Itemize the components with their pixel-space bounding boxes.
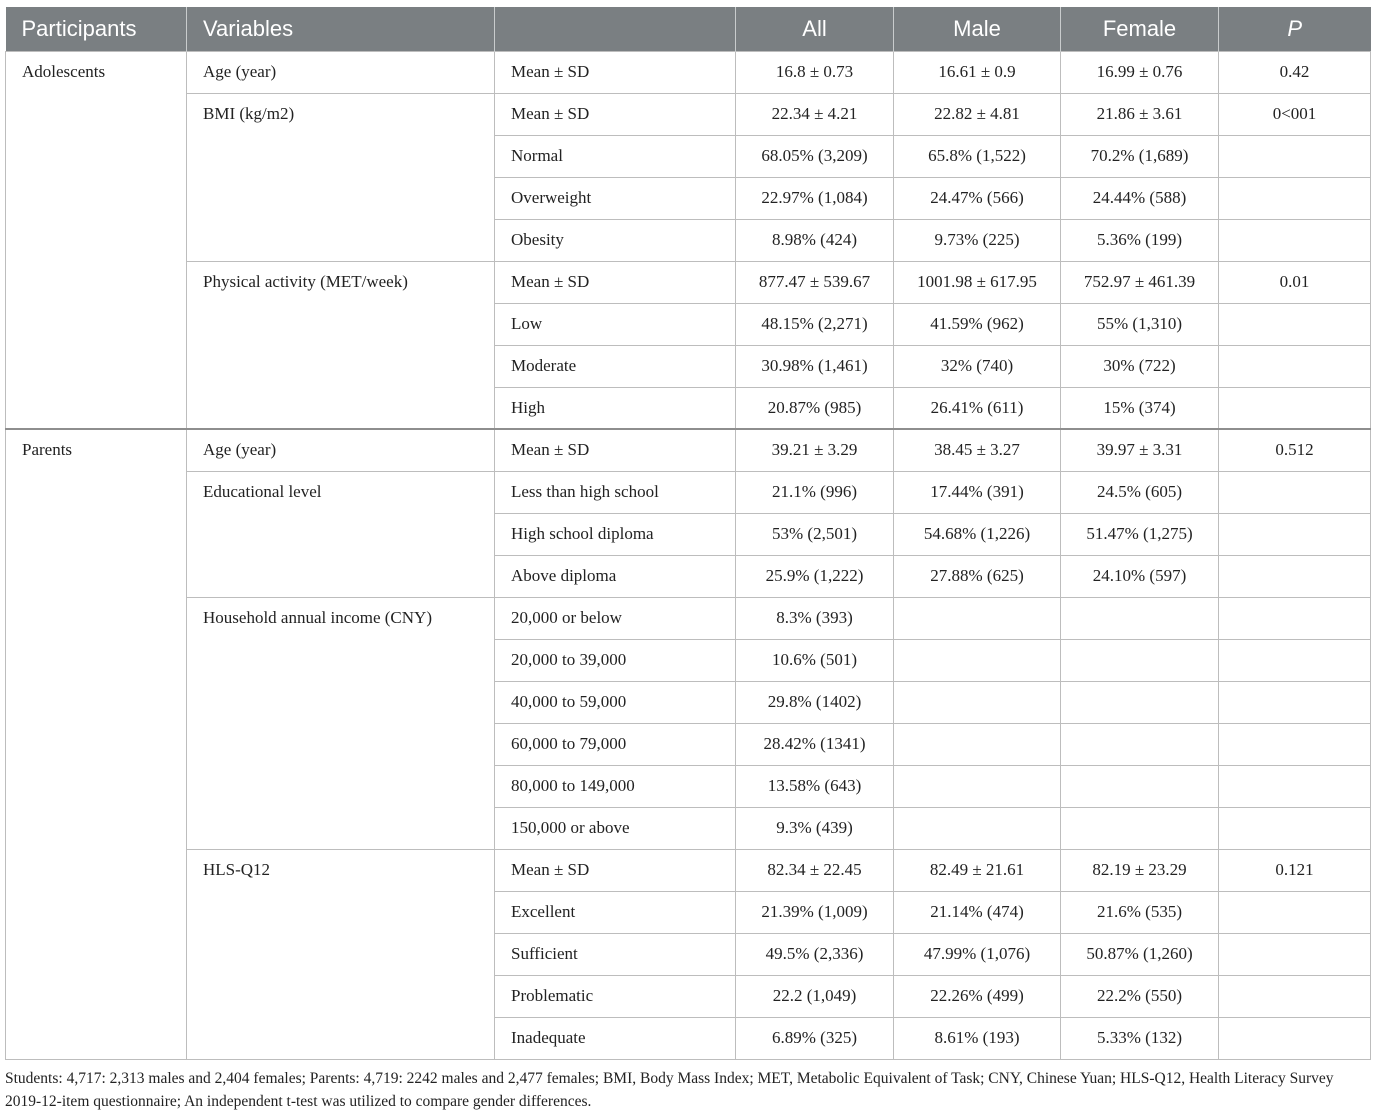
all-value-cell: 9.3% (439) [736,807,894,849]
subcategory-cell: Problematic [495,975,736,1017]
female-value-cell: 5.36% (199) [1061,219,1219,261]
subcategory-cell: Above diploma [495,555,736,597]
header-subcategory [495,7,736,51]
subcategory-cell: Less than high school [495,471,736,513]
male-value-cell: 38.45 ± 3.27 [894,429,1061,471]
header-all: All [736,7,894,51]
p-value-cell [1219,513,1371,555]
all-value-cell: 6.89% (325) [736,1017,894,1059]
p-value-cell [1219,303,1371,345]
table-row [6,261,1371,303]
subcategory-cell: Mean ± SD [495,261,736,303]
p-value-cell: 0.42 [1219,51,1371,93]
p-value-cell [1219,639,1371,681]
male-value-cell: 16.61 ± 0.9 [894,51,1061,93]
male-value-cell: 65.8% (1,522) [894,135,1061,177]
female-value-cell: 15% (374) [1061,387,1219,429]
subcategory-cell: 60,000 to 79,000 [495,723,736,765]
male-value-cell: 17.44% (391) [894,471,1061,513]
all-value-cell: 30.98% (1,461) [736,345,894,387]
p-value-cell [1219,219,1371,261]
variable-name-cell: HLS-Q12 [187,849,495,1059]
all-value-cell: 22.97% (1,084) [736,177,894,219]
female-value-cell [1061,681,1219,723]
subcategory-cell: High [495,387,736,429]
subcategory-cell: Overweight [495,177,736,219]
all-value-cell: 16.8 ± 0.73 [736,51,894,93]
subcategory-cell: Mean ± SD [495,429,736,471]
female-value-cell: 24.10% (597) [1061,555,1219,597]
male-value-cell: 1001.98 ± 617.95 [894,261,1061,303]
table-row [6,597,1371,639]
p-value-cell: 0<001 [1219,93,1371,135]
header-female: Female [1061,7,1219,51]
female-value-cell: 30% (722) [1061,345,1219,387]
table-row [6,849,1371,891]
all-value-cell: 22.2 (1,049) [736,975,894,1017]
male-value-cell: 22.82 ± 4.81 [894,93,1061,135]
p-value-cell [1219,975,1371,1017]
male-value-cell: 26.41% (611) [894,387,1061,429]
all-value-cell: 10.6% (501) [736,639,894,681]
p-value-cell [1219,597,1371,639]
female-value-cell: 51.47% (1,275) [1061,513,1219,555]
male-value-cell: 47.99% (1,076) [894,933,1061,975]
female-value-cell: 39.97 ± 3.31 [1061,429,1219,471]
participant-group-cell: Parents [6,429,187,1059]
all-value-cell: 22.34 ± 4.21 [736,93,894,135]
male-value-cell [894,681,1061,723]
subcategory-cell: Normal [495,135,736,177]
male-value-cell: 54.68% (1,226) [894,513,1061,555]
all-value-cell: 8.98% (424) [736,219,894,261]
female-value-cell [1061,723,1219,765]
p-value-cell [1219,765,1371,807]
subcategory-cell: 150,000 or above [495,807,736,849]
subcategory-cell: Obesity [495,219,736,261]
p-value-cell [1219,933,1371,975]
male-value-cell [894,765,1061,807]
subcategory-cell: Excellent [495,891,736,933]
table-row [6,429,1371,471]
all-value-cell: 8.3% (393) [736,597,894,639]
table-row [6,51,1371,93]
all-value-cell: 49.5% (2,336) [736,933,894,975]
p-value-cell: 0.01 [1219,261,1371,303]
p-value-cell [1219,681,1371,723]
header-variables: Variables [187,7,495,51]
all-value-cell: 29.8% (1402) [736,681,894,723]
male-value-cell: 41.59% (962) [894,303,1061,345]
p-value-cell [1219,1017,1371,1059]
male-value-cell: 32% (740) [894,345,1061,387]
subcategory-cell: Low [495,303,736,345]
male-value-cell [894,597,1061,639]
demographics-table [5,7,1371,1060]
p-value-cell [1219,345,1371,387]
variable-name-cell: Household annual income (CNY) [187,597,495,849]
p-value-cell [1219,177,1371,219]
male-value-cell: 21.14% (474) [894,891,1061,933]
all-value-cell: 20.87% (985) [736,387,894,429]
table-body [6,51,1371,1059]
female-value-cell: 5.33% (132) [1061,1017,1219,1059]
header-row [6,7,1371,51]
p-value-cell [1219,723,1371,765]
variable-name-cell: Age (year) [187,51,495,93]
variable-name-cell: Educational level [187,471,495,597]
male-value-cell: 82.49 ± 21.61 [894,849,1061,891]
all-value-cell: 877.47 ± 539.67 [736,261,894,303]
all-value-cell: 68.05% (3,209) [736,135,894,177]
female-value-cell [1061,765,1219,807]
table-row [6,471,1371,513]
subcategory-cell: Mean ± SD [495,51,736,93]
subcategory-cell: Sufficient [495,933,736,975]
female-value-cell: 21.6% (535) [1061,891,1219,933]
female-value-cell: 24.44% (588) [1061,177,1219,219]
all-value-cell: 53% (2,501) [736,513,894,555]
p-value-cell [1219,807,1371,849]
variable-name-cell: Age (year) [187,429,495,471]
all-value-cell: 48.15% (2,271) [736,303,894,345]
subcategory-cell: Inadequate [495,1017,736,1059]
table-footnote: Students: 4,717: 2,313 males and 2,404 females; Parents: 4,719: 2242 males and 2,477 females; BMI, Body Mass Index; MET, Metabolic Equivalent of Task; CNY, Chinese Yuan; HLS-Q12, Health Literacy Survey 2019-12-item questionnaire; An independent t-test was utilized to compare gender differences. [5,1070,1334,1110]
female-value-cell: 70.2% (1,689) [1061,135,1219,177]
all-value-cell: 25.9% (1,222) [736,555,894,597]
header-participants: Participants [6,7,187,51]
male-value-cell [894,723,1061,765]
female-value-cell [1061,639,1219,681]
all-value-cell: 21.39% (1,009) [736,891,894,933]
female-value-cell [1061,807,1219,849]
all-value-cell: 13.58% (643) [736,765,894,807]
subcategory-cell: Mean ± SD [495,93,736,135]
subcategory-cell: 40,000 to 59,000 [495,681,736,723]
p-value-cell [1219,891,1371,933]
header-male: Male [894,7,1061,51]
p-value-cell: 0.121 [1219,849,1371,891]
p-value-cell [1219,135,1371,177]
female-value-cell: 55% (1,310) [1061,303,1219,345]
p-value-cell [1219,387,1371,429]
male-value-cell: 22.26% (499) [894,975,1061,1017]
male-value-cell: 27.88% (625) [894,555,1061,597]
female-value-cell: 752.97 ± 461.39 [1061,261,1219,303]
subcategory-cell: Moderate [495,345,736,387]
variable-name-cell: BMI (kg/m2) [187,93,495,261]
p-value-cell: 0.512 [1219,429,1371,471]
male-value-cell: 24.47% (566) [894,177,1061,219]
p-value-cell [1219,555,1371,597]
subcategory-cell: High school diploma [495,513,736,555]
subcategory-cell: 80,000 to 149,000 [495,765,736,807]
subcategory-cell: Mean ± SD [495,849,736,891]
female-value-cell: 24.5% (605) [1061,471,1219,513]
female-value-cell [1061,597,1219,639]
participant-group-cell: Adolescents [6,51,187,429]
male-value-cell: 8.61% (193) [894,1017,1061,1059]
p-value-cell [1219,471,1371,513]
male-value-cell: 9.73% (225) [894,219,1061,261]
variable-name-cell: Physical activity (MET/week) [187,261,495,429]
female-value-cell: 21.86 ± 3.61 [1061,93,1219,135]
all-value-cell: 39.21 ± 3.29 [736,429,894,471]
female-value-cell: 50.87% (1,260) [1061,933,1219,975]
subcategory-cell: 20,000 to 39,000 [495,639,736,681]
female-value-cell: 22.2% (550) [1061,975,1219,1017]
female-value-cell: 16.99 ± 0.76 [1061,51,1219,93]
male-value-cell [894,807,1061,849]
all-value-cell: 28.42% (1341) [736,723,894,765]
female-value-cell: 82.19 ± 23.29 [1061,849,1219,891]
male-value-cell [894,639,1061,681]
header-p-value: P [1219,7,1371,51]
all-value-cell: 21.1% (996) [736,471,894,513]
all-value-cell: 82.34 ± 22.45 [736,849,894,891]
table-row [6,93,1371,135]
subcategory-cell: 20,000 or below [495,597,736,639]
